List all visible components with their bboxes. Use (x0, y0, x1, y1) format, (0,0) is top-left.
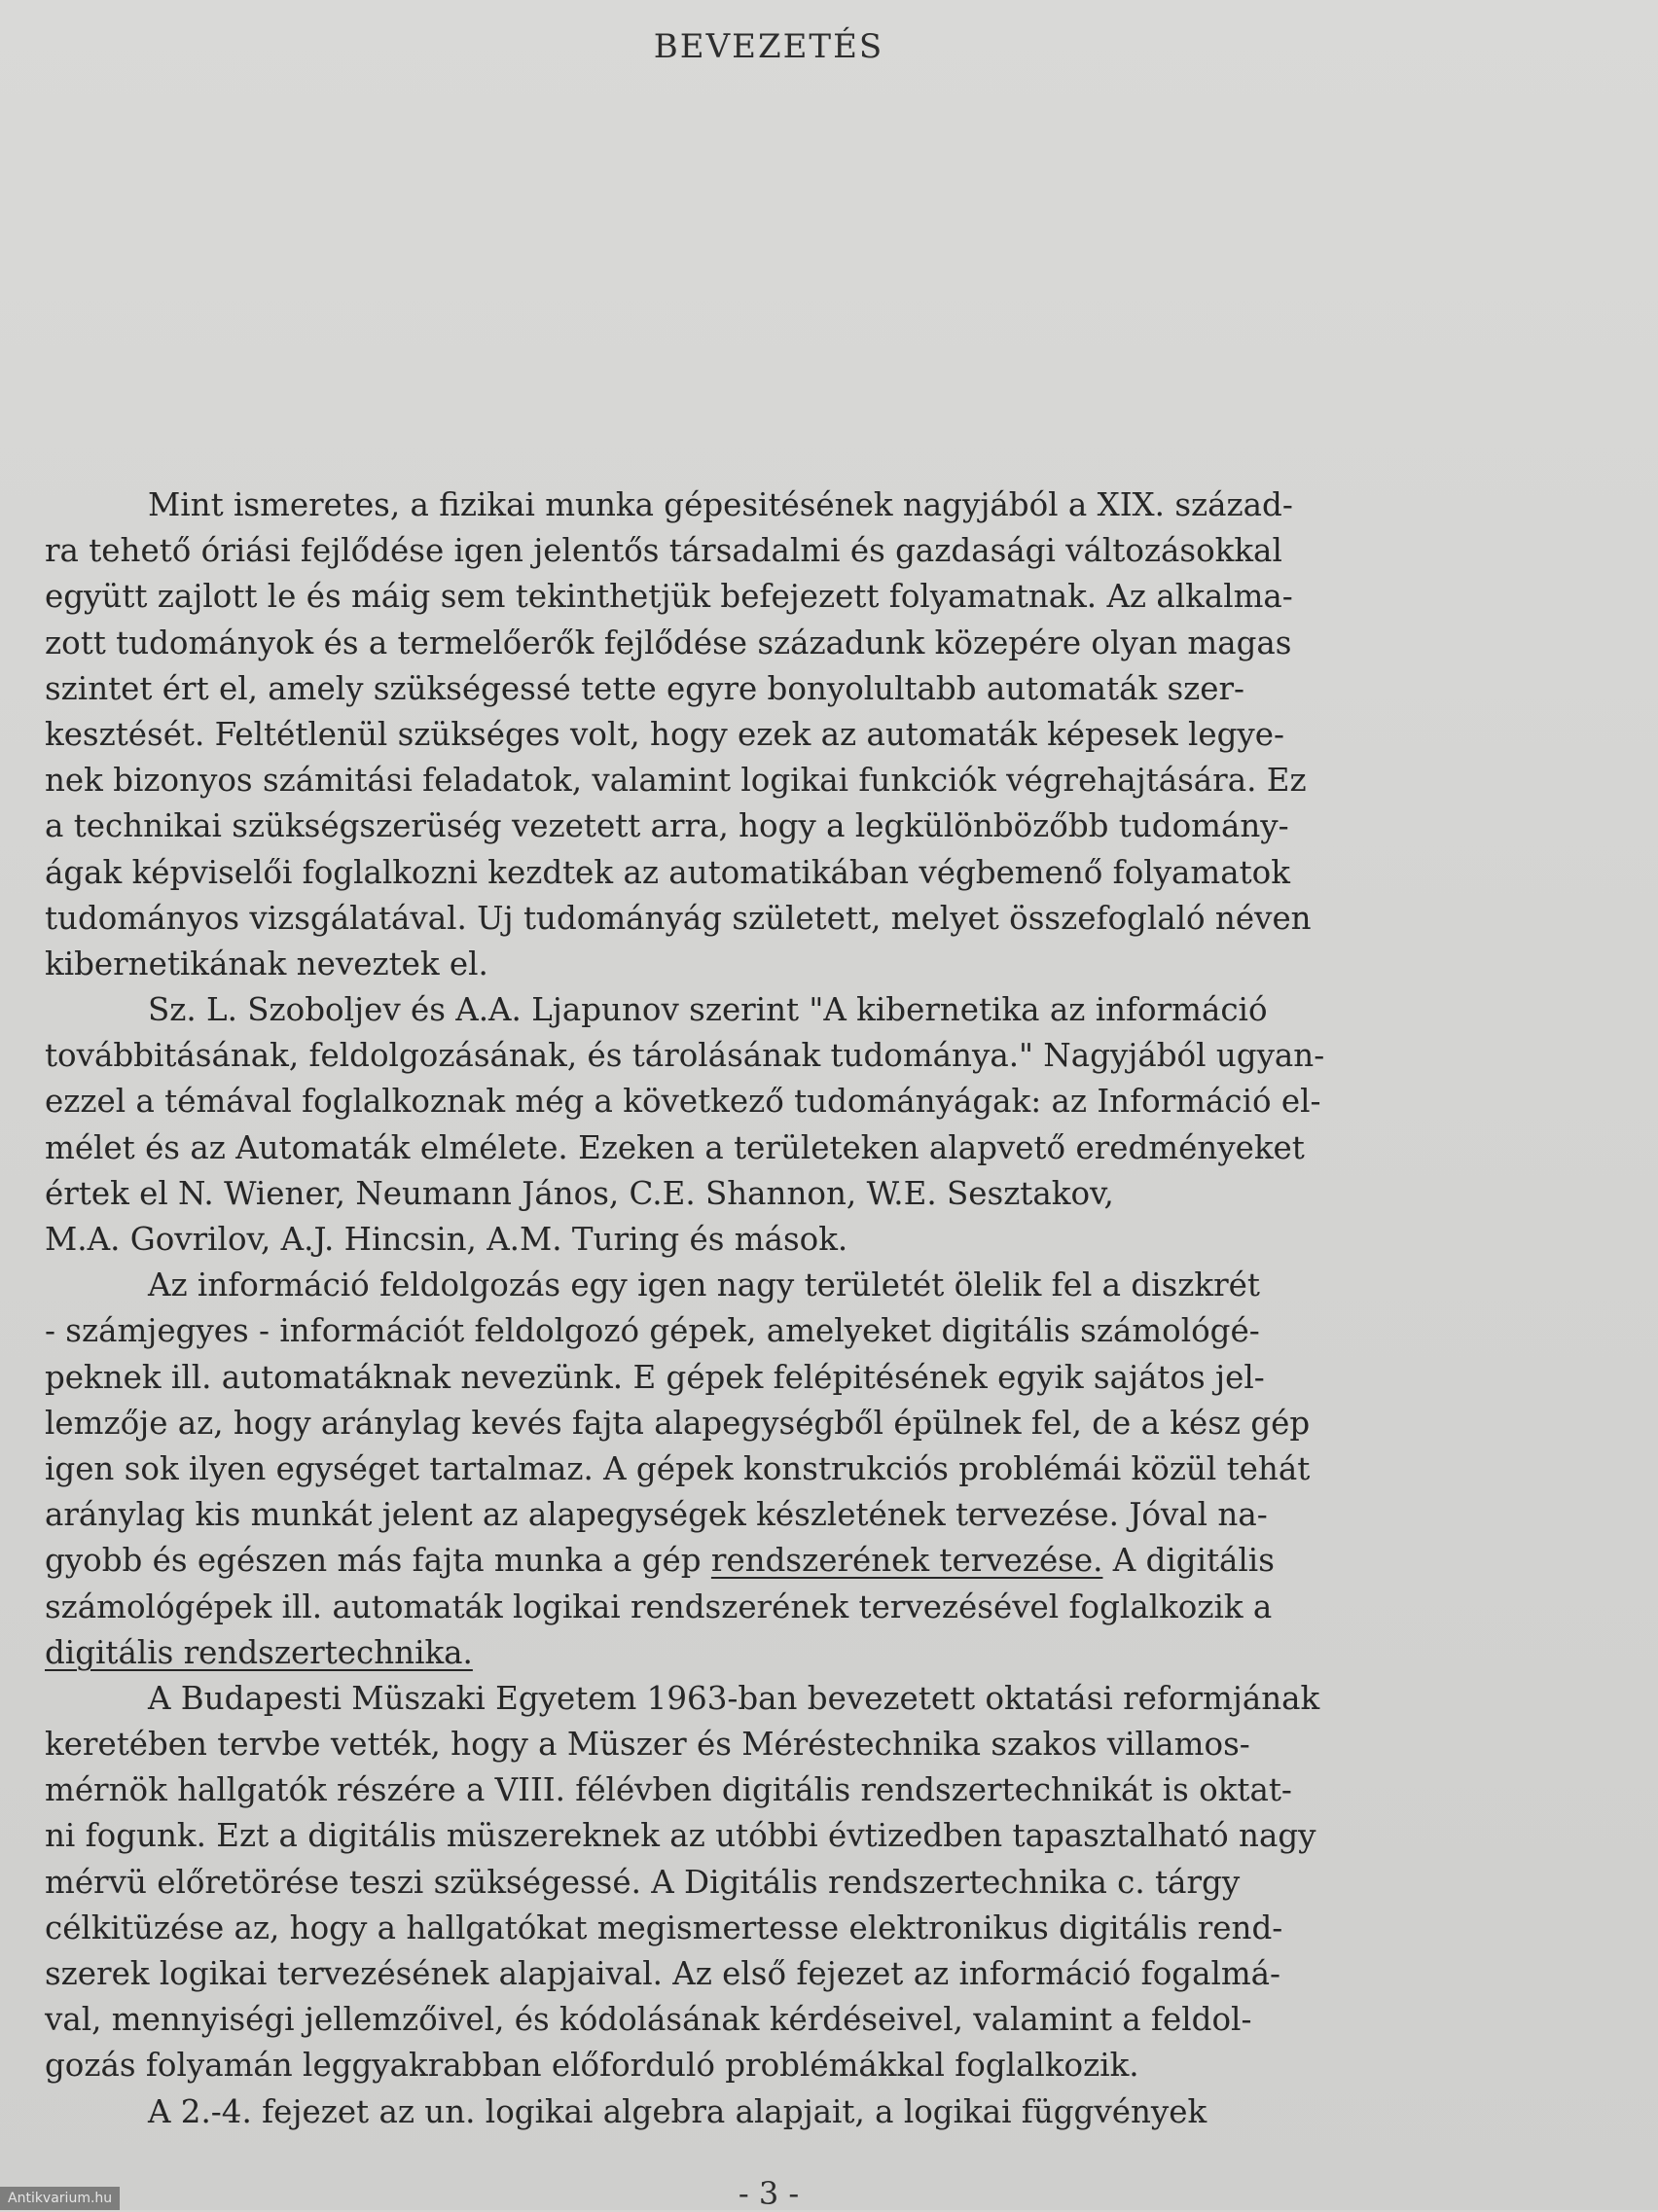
text-line: Sz. L. Szoboljev és A.A. Ljapunov szerint "A kibernetika az információ (148, 991, 1268, 1029)
text-line: - számjegyes - információt feldolgozó gépek, amelyeket digitális számológé- (45, 1312, 1260, 1350)
text-segment: gyobb és egészen más fajta munka a gép (45, 1542, 711, 1580)
text-line: aránylag kis munkát jelent az alapegységek készletének tervezése. Jóval na- (45, 1496, 1268, 1534)
text-line: lemzője az, hogy aránylag kevés fajta alapegységből épülnek fel, de a kész gép (45, 1404, 1311, 1442)
text-line: peknek ill. automatáknak nevezünk. E gépek felépitésének egyik sajátos jel- (45, 1358, 1265, 1396)
text-line: Az információ feldolgozás egy igen nagy területét ölelik fel a diszkrét (148, 1267, 1260, 1304)
text-line: szintet ért el, amely szükségessé tette egyre bonyolultabb automaták szer- (45, 669, 1245, 707)
watermark: Antikvarium.hu (0, 2187, 120, 2210)
text-line (45, 1630, 1485, 1676)
text-line: keretében tervbe vették, hogy a Müszer és Méréstechnika szakos villamos- (45, 1726, 1250, 1764)
text-line: igen sok ilyen egységet tartalmaz. A gépek konstrukciós problémái közül tehát (45, 1449, 1311, 1487)
body-text (45, 482, 1485, 2135)
text-line: Mint ismeretes, a fizikai munka gépesitésének nagyjából a XIX. század- (148, 486, 1293, 523)
text-line: val, mennyiségi jellemzőivel, és kódolásának kérdéseivel, valamint a feldol- (45, 2001, 1252, 2039)
text-line: célkitüzése az, hogy a hallgatókat megismertesse elektronikus digitális rend- (45, 1909, 1283, 1946)
text-line: A Budapesti Müszaki Egyetem 1963-ban bevezetett oktatási reformjának (148, 1679, 1320, 1717)
text-line: kesztését. Feltétlenül szükséges volt, hogy ezek az automaták képesek legye- (45, 715, 1284, 753)
underlined-term: rendszerének tervezése. (710, 1542, 1103, 1580)
text-line: a technikai szükségszerüség vezetett arra, hogy a legkülönbözőbb tudomány- (45, 807, 1289, 845)
text-segment: A digitális (1102, 1542, 1275, 1580)
text-line: ni fogunk. Ezt a digitális müszereknek az utóbbi évtizedben tapasztalható nagy (45, 1817, 1316, 1855)
underlined-term: digitális rendszertechnika. (45, 1633, 473, 1671)
text-line: A 2.-4. fejezet az un. logikai algebra alapjait, a logikai függvények (148, 2092, 1207, 2130)
text-line: mérvü előretörése teszi szükségessé. A Digitális rendszertechnika c. tárgy (45, 1863, 1241, 1901)
text-line: kibernetikának neveztek el. (45, 945, 488, 982)
text-line: nek bizonyos számitási feladatok, valamint logikai funkciók végrehajtására. Ez (45, 762, 1307, 800)
text-line: M.A. Govrilov, A.J. Hincsin, A.M. Turing és mások. (45, 1221, 848, 1258)
text-line: ra tehető óriási fejlődése igen jelentős társadalmi és gazdasági változásokkal (45, 532, 1282, 570)
page-number: - 3 - (738, 2175, 800, 2212)
text-line: ezzel a témával foglalkoznak még a következő tudományágak: az Információ el- (45, 1083, 1321, 1121)
text-line: ágak képviselői foglalkozni kezdtek az automatikában végbemenő folyamatok (45, 853, 1290, 891)
text-line: zott tudományok és a termelőerők fejlődése századunk közepére olyan magas (45, 624, 1292, 661)
text-line (45, 1538, 1485, 1584)
text-line: együtt zajlott le és máig sem tekinthetjük befejezett folyamatnak. Az alkalma- (45, 578, 1293, 616)
text-line: számológépek ill. automaták logikai rendszerének tervezésével foglalkozik a (45, 1588, 1273, 1625)
text-line: mérnök hallgatók részére a VIII. félévben digitális rendszertechnikát is oktat- (45, 1771, 1292, 1809)
text-line: értek el N. Wiener, Neumann János, C.E. Shannon, W.E. Sesztakov, (45, 1174, 1114, 1212)
page-title: BEVEZETÉS (653, 27, 884, 66)
text-line: gozás folyamán leggyakrabban előforduló problémákkal foglalkozik. (45, 2047, 1139, 2085)
text-line: tudományos vizsgálatával. Uj tudományág született, melyet összefoglaló néven (45, 899, 1312, 937)
text-line: mélet és az Automaták elmélete. Ezeken a területeken alapvető eredményeket (45, 1128, 1305, 1166)
text-line: szerek logikai tervezésének alapjaival. Az első fejezet az információ fogalmá- (45, 1955, 1281, 1992)
text-line: továbbitásának, feldolgozásának, és tárolásának tudománya." Nagyjából ugyan- (45, 1037, 1325, 1075)
